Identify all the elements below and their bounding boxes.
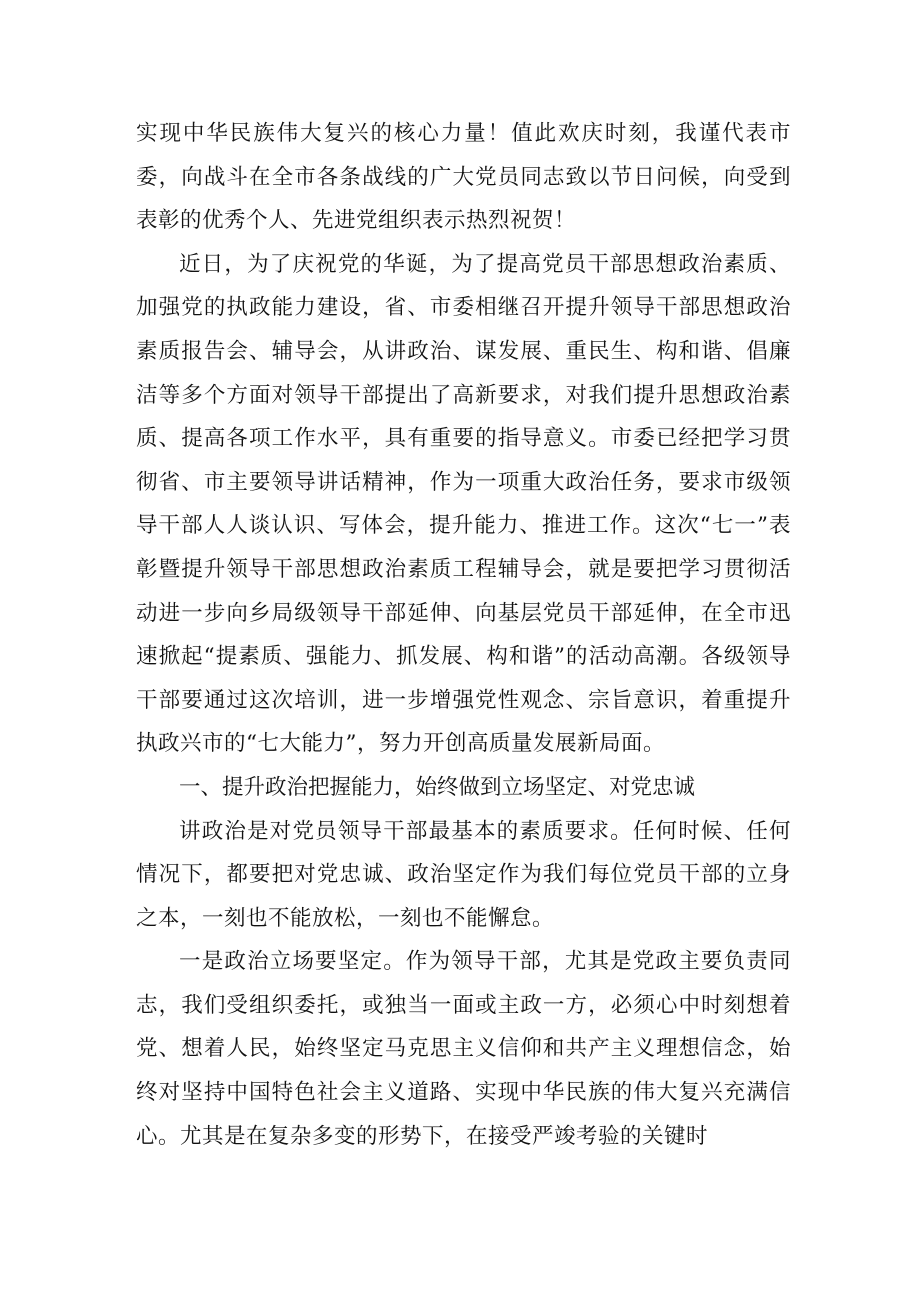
paragraph-intro: 近日，为了庆祝党的华诞，为了提高党员干部思想政治素质、加强党的执政能力建设，省、市委相继召开提升领导干部思想政治素质报告会、辅导会，从讲政治、谋发展、重民生、构和谐、倡廉洁等多个方面对领导干部提出了高新要求，对我们提升思想政治素质、提高各项工作水平，具有重要的指导意义。市委已经把学习贯彻省、市主要领导讲话精神，作为一项重大政治任务，要求市级领导干部人人谈认识、写体会，提升能力、推进工作。这次“七一”表彰暨提升领导干部思想政治素质工程辅导会，就是要把学习贯彻活动进一步向乡局级领导干部延伸、向基层党员干部延伸，在全市迅速掀起“提素质、强能力、抓发展、构和谐”的活动高潮。各级领导干部要通过这次培训，进一步增强党性观念、宗旨意识，着重提升执政兴市的“七大能力”，努力开创高质量发展新局面。 [136,251,791,757]
section-heading: 一、提升政治把握能力，始终做到立场坚定、对党忠诚 [179,774,696,800]
paragraph-point-one: 一是政治立场要坚定。作为领导干部，尤其是党政主要负责同志，我们受组织委托，或独当一面或主政一方，必须心中时刻想着党、想着人民，始终坚定马克思主义信仰和共产主义理想信念，始终对坚持中国特色社会主义道路、实现中华民族的伟大复兴充满信心。尤其是在复杂多变的形势下，在接受严竣考验的关键时 [136,949,791,1149]
paragraph-section-lead: 讲政治是对党员领导干部最基本的素质要求。任何时候、任何情况下，都要把对党忠诚、政治坚定作为我们每位党员干部的立身之本，一刻也不能放松，一刻也不能懈怠。 [136,818,791,931]
document-body [136,112,791,1158]
paragraph-continuation: 实现中华民族伟大复兴的核心力量！值此欢庆时刻，我谨代表市委，向战斗在全市各条战线的广大党员同志致以节日问候，向受到表彰的优秀个人、先进党组织表示热烈祝贺！ [136,121,791,234]
